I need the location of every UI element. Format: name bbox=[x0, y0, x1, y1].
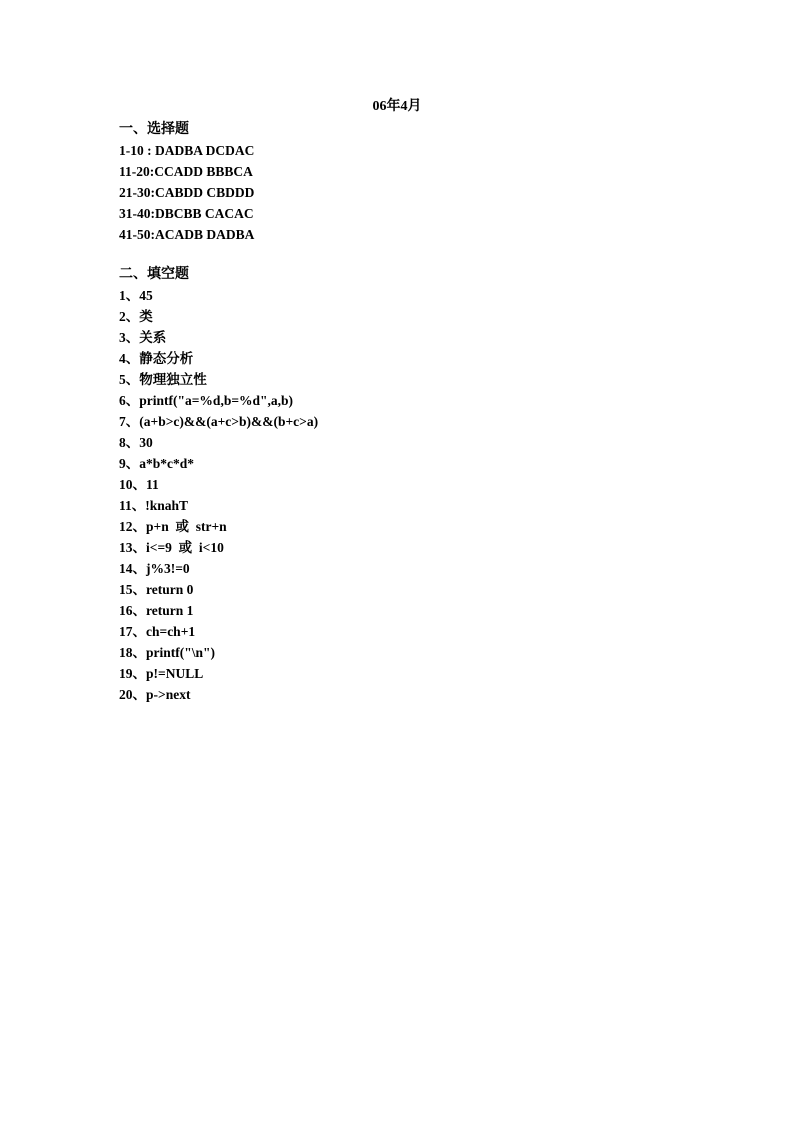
answer-line: 15、return 0 bbox=[119, 582, 194, 597]
answer-line: 41-50:ACADB DADBA bbox=[119, 227, 255, 242]
section-heading: 二、填空题 bbox=[119, 267, 189, 282]
multiple-choice-section bbox=[119, 119, 254, 245]
answer-line: 10、11 bbox=[119, 477, 159, 492]
page-title: 06年4月 bbox=[372, 99, 422, 114]
answer-line: 3、关系 bbox=[119, 330, 167, 345]
answer-line: 1、45 bbox=[119, 288, 153, 303]
fill-in-section bbox=[119, 264, 318, 705]
answer-line: 11、!knahT bbox=[119, 498, 189, 513]
answer-line: 11-20:CCADD BBBCA bbox=[119, 164, 253, 179]
answer-line: 20、p->next bbox=[119, 687, 191, 702]
answer-line: 13、i<=9 或 i<10 bbox=[119, 540, 224, 555]
answer-line: 31-40:DBCBB CACAC bbox=[119, 206, 254, 221]
answer-line: 19、p!=NULL bbox=[119, 666, 204, 681]
answer-line: 12、p+n 或 str+n bbox=[119, 519, 227, 534]
answer-line: 17、ch=ch+1 bbox=[119, 624, 196, 639]
answer-line: 14、j%3!=0 bbox=[119, 561, 190, 576]
answer-line: 8、30 bbox=[119, 435, 153, 450]
answer-line: 16、return 1 bbox=[119, 603, 194, 618]
answer-line: 6、printf("a=%d,b=%d",a,b) bbox=[119, 393, 294, 408]
answer-line: 18、printf("\n") bbox=[119, 645, 215, 660]
answer-line: 9、a*b*c*d* bbox=[119, 456, 195, 471]
answer-line: 21-30:CABDD CBDDD bbox=[119, 185, 255, 200]
answer-line: 1-10 : DADBA DCDAC bbox=[119, 143, 255, 158]
answer-line: 4、静态分析 bbox=[119, 351, 194, 366]
answer-line: 2、类 bbox=[119, 309, 153, 324]
section-heading: 一、选择题 bbox=[119, 122, 189, 137]
answer-line: 5、物理独立性 bbox=[119, 372, 207, 387]
answer-line: 7、(a+b>c)&&(a+c>b)&&(b+c>a) bbox=[119, 414, 319, 429]
